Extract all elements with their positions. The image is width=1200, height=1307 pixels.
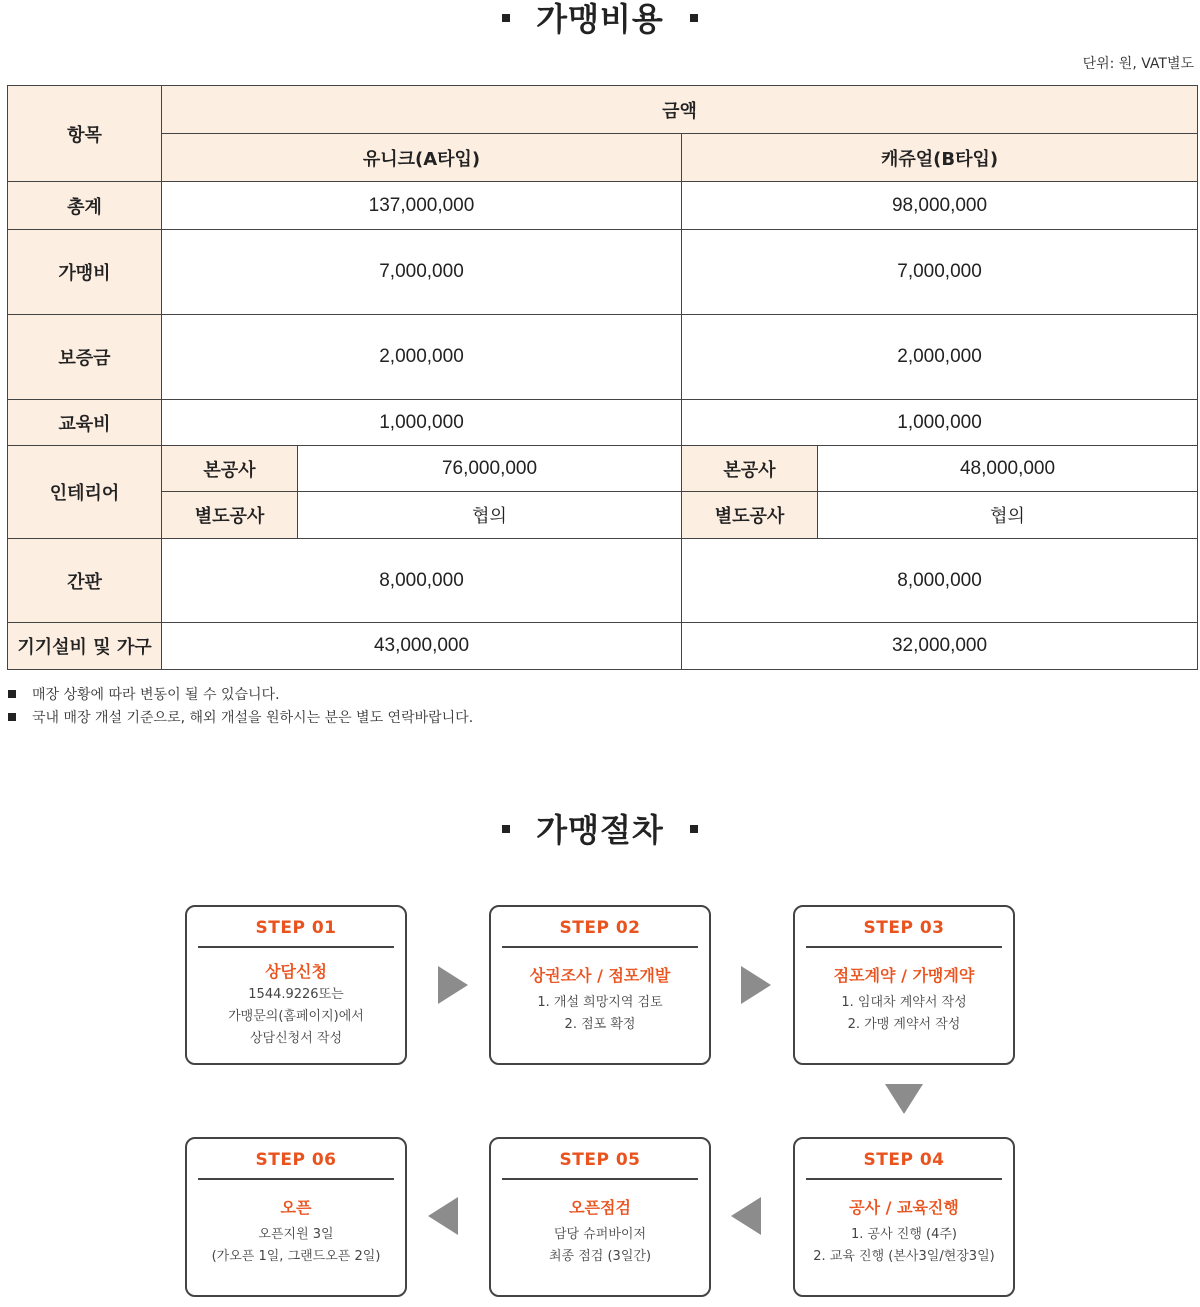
row-label: 가맹비 [8, 230, 162, 315]
step-title: 점포계약 / 가맹계약 [833, 966, 975, 985]
step-title: 상권조사 / 점포개발 [529, 966, 671, 985]
step-description: 1544.9226또는 가맹문의(홈페이지)에서 상담신청서 작성 [228, 987, 364, 1046]
row-label: 기기설비 및 가구 [8, 623, 162, 670]
row-label: 총계 [8, 182, 162, 230]
row-label: 교육비 [8, 400, 162, 446]
step-label: STEP 04 [863, 1150, 945, 1170]
header-amount: 금액 [162, 86, 1198, 134]
table-header-row [8, 86, 1198, 134]
step-description: 1. 개설 희망지역 검토 2. 점포 확정 [537, 995, 663, 1032]
divider [502, 946, 698, 948]
step-card-04 [793, 1137, 1015, 1297]
row-label: 보증금 [8, 315, 162, 400]
cell-value: 76,000,000 [298, 446, 682, 492]
sub-label: 본공사 [682, 446, 818, 492]
cell-value: 7,000,000 [162, 230, 682, 315]
sub-label: 본공사 [162, 446, 298, 492]
square-bullet-icon [690, 14, 698, 22]
divider [502, 1178, 698, 1180]
cell-value: 협의 [298, 492, 682, 539]
step-card-05 [489, 1137, 711, 1297]
cell-value: 협의 [818, 492, 1198, 539]
notes-list [8, 684, 473, 730]
square-bullet-icon [502, 825, 510, 833]
cell-value: 8,000,000 [682, 539, 1198, 623]
sub-label: 별도공사 [682, 492, 818, 539]
square-bullet-icon [690, 825, 698, 833]
step-label: STEP 02 [559, 918, 641, 938]
step-description: 오픈지원 3일 (가오픈 1일, 그랜드오픈 2일) [211, 1227, 381, 1264]
cell-value: 43,000,000 [162, 623, 682, 670]
row-label: 인테리어 [8, 446, 162, 539]
cell-value: 48,000,000 [818, 446, 1198, 492]
unit-note: 단위: 원, VAT별도 [1082, 56, 1194, 72]
cell-value: 1,000,000 [162, 400, 682, 446]
note-item: 매장 상황에 따라 변동이 될 수 있습니다. [8, 684, 473, 707]
square-bullet-icon [502, 14, 510, 22]
table-row [8, 400, 1198, 446]
step-description: 1. 공사 진행 (4주) 2. 교육 진행 (본사3일/현장3일) [813, 1227, 995, 1264]
sub-label: 별도공사 [162, 492, 298, 539]
step-label: STEP 06 [255, 1150, 337, 1170]
cell-value: 8,000,000 [162, 539, 682, 623]
step-title: 공사 / 교육진행 [849, 1198, 959, 1217]
table-subheader-row [8, 134, 1198, 182]
divider [806, 946, 1002, 948]
table-row [8, 182, 1198, 230]
header-type-b: 캐쥬얼(B타입) [682, 134, 1198, 182]
row-label: 간판 [8, 539, 162, 623]
divider [198, 946, 394, 948]
cell-value: 2,000,000 [162, 315, 682, 400]
cell-value: 137,000,000 [162, 182, 682, 230]
table-row [8, 315, 1198, 400]
process-section-title: 가맹절차 [0, 808, 1200, 852]
cell-value: 1,000,000 [682, 400, 1198, 446]
table-row [8, 230, 1198, 315]
step-description: 담당 슈퍼바이저 최종 점검 (3일간) [548, 1227, 652, 1264]
fee-section-title: 가맹비용 [0, 0, 1200, 40]
table-row [8, 539, 1198, 623]
cell-value: 32,000,000 [682, 623, 1198, 670]
square-bullet-icon [8, 713, 16, 721]
square-bullet-icon [8, 690, 16, 698]
divider [198, 1178, 394, 1180]
step-card-01 [185, 905, 407, 1065]
divider [806, 1178, 1002, 1180]
step-label: STEP 05 [559, 1150, 641, 1170]
note-item: 국내 매장 개설 기준으로, 해외 개설을 원하시는 분은 별도 연락바랍니다. [8, 707, 473, 730]
cell-value: 98,000,000 [682, 182, 1198, 230]
table-row [8, 446, 1198, 492]
arrow-right-icon [438, 966, 468, 1004]
step-card-03 [793, 905, 1015, 1065]
step-card-06 [185, 1137, 407, 1297]
arrow-down-icon [885, 1084, 923, 1114]
arrow-left-icon [731, 1197, 761, 1235]
step-label: STEP 03 [863, 918, 945, 938]
fee-table [7, 85, 1198, 670]
arrow-right-icon [741, 966, 771, 1004]
step-title: 상담신청 [265, 962, 327, 981]
header-type-a: 유니크(A타입) [162, 134, 682, 182]
arrow-left-icon [428, 1197, 458, 1235]
cell-value: 2,000,000 [682, 315, 1198, 400]
step-description: 1. 임대차 계약서 작성 2. 가맹 계약서 작성 [841, 995, 967, 1032]
table-row [8, 623, 1198, 670]
step-card-02 [489, 905, 711, 1065]
table-row [8, 492, 1198, 539]
cell-value: 7,000,000 [682, 230, 1198, 315]
step-title: 오픈점검 [569, 1198, 631, 1217]
step-label: STEP 01 [255, 918, 337, 938]
header-item: 항목 [8, 86, 162, 182]
step-title: 오픈 [280, 1198, 312, 1217]
